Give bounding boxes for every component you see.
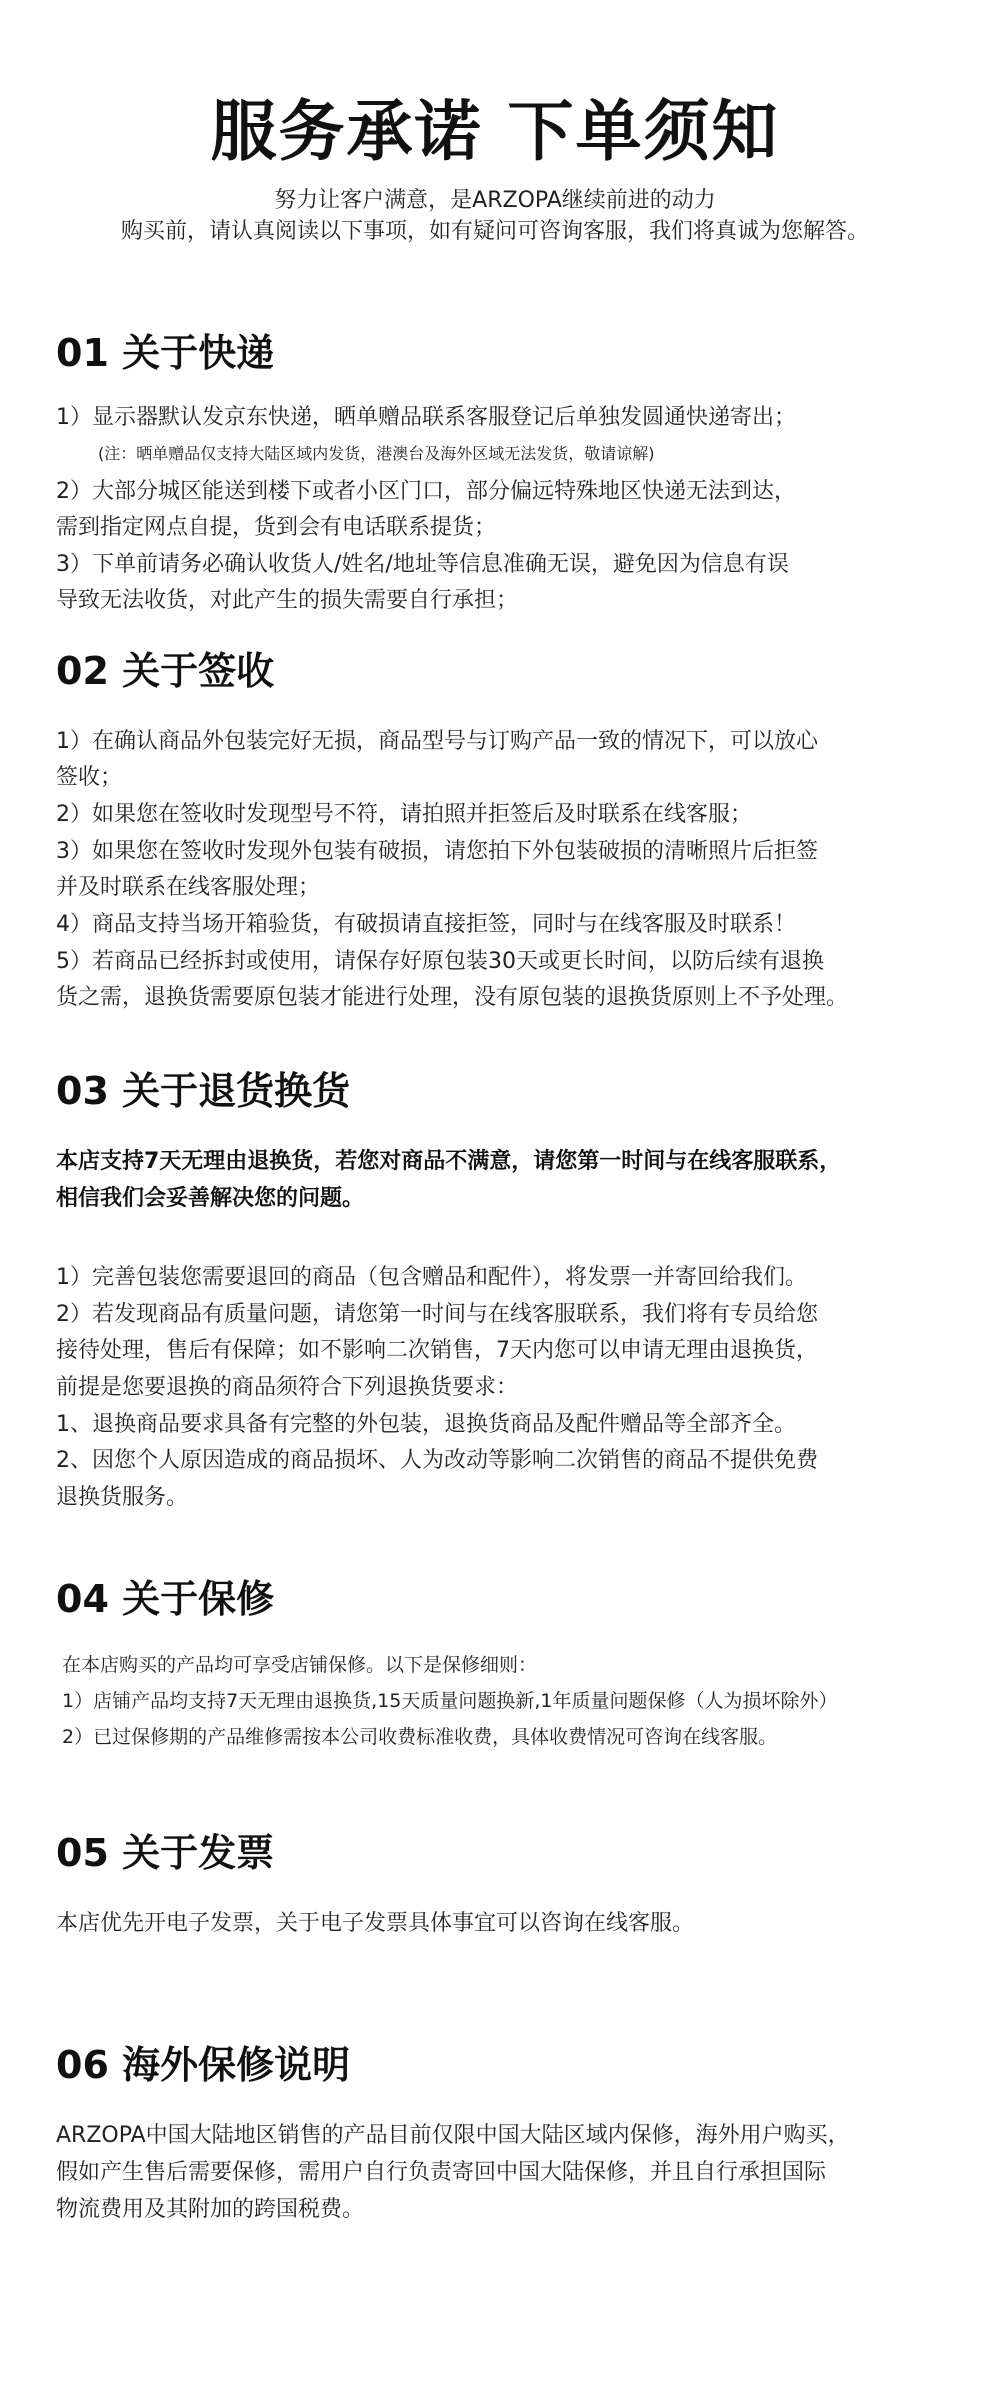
section-line: 1、退换商品要求具备有完整的外包装，退换货商品及配件赠品等全部齐全。 [56, 1412, 796, 1437]
section-heading-invoice: 05 关于发票 [56, 1831, 275, 1875]
section-line: 2）若发现商品有质量问题，请您第一时间与在线客服联系，我们将有专员给您 [56, 1302, 818, 1327]
section-line: 签收； [56, 765, 123, 790]
section-line: 物流费用及其附加的跨国税费。 [56, 2197, 365, 2222]
section-line: 2）如果您在签收时发现型号不符，请拍照并拒签后及时联系在线客服； [56, 802, 752, 827]
section-heading-warranty: 04 关于保修 [56, 1577, 275, 1621]
section-heading-returns: 03 关于退货换货 [56, 1069, 351, 1113]
section-line: 3）如果您在签收时发现外包装有破损，请您拍下外包装破损的清晰照片后拒签 [56, 839, 818, 864]
section-line: 需到指定网点自提，货到会有电话联系提货； [56, 515, 497, 540]
section-line: ARZOPA中国大陆地区销售的产品目前仅限中国大陆区域内保修，海外用户购买， [56, 2123, 850, 2148]
section-line: 接待处理，售后有保障；如不影响二次销售，7天内您可以申请无理由退换货， [56, 1338, 818, 1363]
section-line: 1）在确认商品外包装完好无损，商品型号与订购产品一致的情况下，可以放心 [56, 729, 818, 754]
section-line: 4）商品支持当场开箱验货，有破损请直接拒签，同时与在线客服及时联系！ [56, 912, 796, 937]
section-line: 2、因您个人原因造成的商品损坏、人为改动等影响二次销售的商品不提供免费 [56, 1448, 818, 1473]
section-line: 1）显示器默认发京东快递，晒单赠品联系客服登记后单独发圆通快递寄出； [56, 405, 796, 430]
page-title: 服务承诺 下单须知 [210, 93, 780, 170]
section-line: 假如产生售后需要保修，需用户自行负责寄回中国大陆保修，并且自行承担国际 [56, 2160, 827, 2185]
section-line: 退换货服务。 [56, 1485, 189, 1510]
section-line: 1）完善包装您需要退回的商品（包含赠品和配件），将发票一并寄回给我们。 [56, 1265, 807, 1290]
section-heading-signing: 02 关于签收 [56, 649, 275, 693]
section-line: 1）店铺产品均支持7天无理由退换货,15天质量问题换新,1年质量问题保修（人为损坏除外） [62, 1690, 838, 1712]
section-line: 3）下单前请务必确认收货人/姓名/地址等信息准确无误，避免因为信息有误 [56, 552, 789, 577]
section-heading-overseas-warranty: 06 海外保修说明 [56, 2043, 351, 2087]
section-note: (注：晒单赠品仅支持大陆区域内发货，港澳台及海外区域无法发货，敬请谅解) [98, 444, 655, 463]
section-heading-express: 01 关于快递 [56, 331, 275, 375]
section-line: 货之需，退换货需要原包装才能进行处理，没有原包装的退换货原则上不予处理。 [56, 985, 849, 1010]
section-line: 在本店购买的产品均可享受店铺保修。以下是保修细则： [62, 1654, 538, 1676]
subtitle-line: 努力让客户满意，是ARZOPA继续前进的动力 [274, 188, 716, 213]
section-line: 前提是您要退换的商品须符合下列退换货要求： [56, 1375, 519, 1400]
section-emphasis: 相信我们会妥善解决您的问题。 [56, 1186, 365, 1211]
section-line: 导致无法收货，对此产生的损失需要自行承担； [56, 588, 519, 613]
section-line: 2）大部分城区能送到楼下或者小区门口，部分偏远特殊地区快递无法到达， [56, 479, 796, 504]
section-line: 2）已过保修期的产品维修需按本公司收费标准收费，具体收费情况可咨询在线客服。 [62, 1726, 778, 1748]
section-emphasis: 本店支持7天无理由退换货，若您对商品不满意，请您第一时间与在线客服联系， [56, 1149, 842, 1174]
subtitle-line: 购买前，请认真阅读以下事项，如有疑问可咨询客服，我们将真诚为您解答。 [120, 219, 869, 244]
section-line: 5）若商品已经拆封或使用，请保存好原包装30天或更长时间，以防后续有退换 [56, 949, 824, 974]
section-line: 本店优先开电子发票，关于电子发票具体事宜可以咨询在线客服。 [56, 1911, 695, 1936]
section-line: 并及时联系在线客服处理； [56, 875, 321, 900]
